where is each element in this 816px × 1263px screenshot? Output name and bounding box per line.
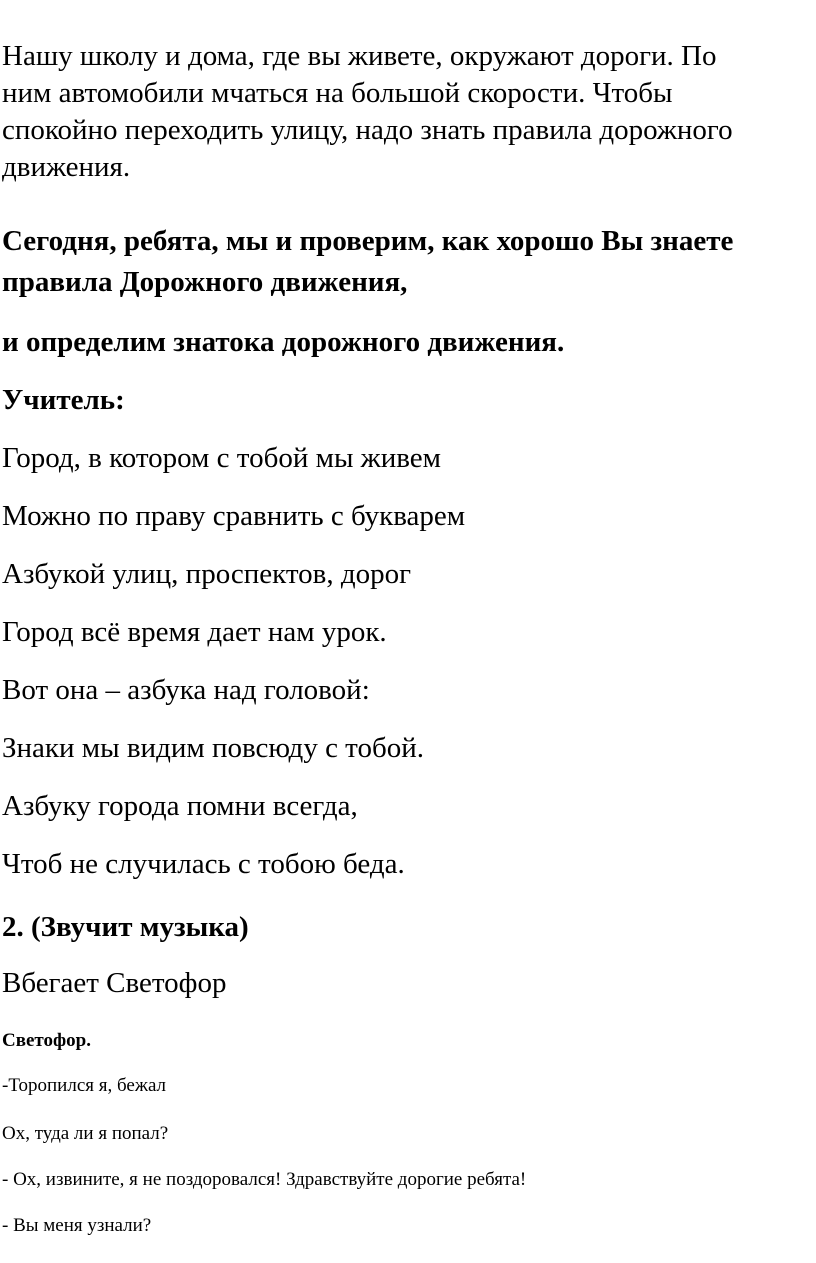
speech-line: Ох, туда ли я попал? xyxy=(2,1123,169,1144)
speech-line: -Торопился я, бежал xyxy=(2,1075,167,1096)
poem-line: Город, в котором с тобой мы живем xyxy=(2,442,441,474)
poem-line: Знаки мы видим повсюду с тобой. xyxy=(2,732,425,764)
section-heading: 2. (Звучит музыка) xyxy=(2,911,249,943)
poem-line: Вот она – азбука над головой: xyxy=(2,674,370,706)
speech-line: - Ох, извините, я не поздоровался! Здравствуйте дорогие ребята! xyxy=(2,1169,527,1190)
speech-line: - Вы меня узнали? xyxy=(2,1215,152,1236)
bold-statement-line: правила Дорожного движения, xyxy=(2,266,408,298)
bold-statement-line: Сегодня, ребята, мы и проверим, как хорошо Вы знаете xyxy=(2,225,734,257)
speaker-label: Светофор. xyxy=(2,1030,91,1051)
poem-line: Азбуку города помни всегда, xyxy=(2,790,358,822)
intro-line: Нашу школу и дома, где вы живете, окружают дороги. По xyxy=(2,40,717,72)
bold-statement-line: и определим знатока дорожного движения. xyxy=(2,326,565,358)
poem-line: Азбукой улиц, проспектов, дорог xyxy=(2,558,412,590)
poem-line: Город всё время дает нам урок. xyxy=(2,616,387,648)
intro-line: спокойно переходить улицу, надо знать правила дорожного xyxy=(2,114,733,146)
poem-line: Можно по праву сравнить с букварем xyxy=(2,500,466,532)
stage-direction: Вбегает Светофор xyxy=(2,967,227,999)
poem-line: Чтоб не случилась с тобою беда. xyxy=(2,848,405,880)
intro-line: ним автомобили мчаться на большой скорости. Чтобы xyxy=(2,77,673,109)
teacher-label: Учитель: xyxy=(2,384,125,416)
intro-paragraph xyxy=(2,38,812,186)
intro-line: движения. xyxy=(2,151,131,183)
